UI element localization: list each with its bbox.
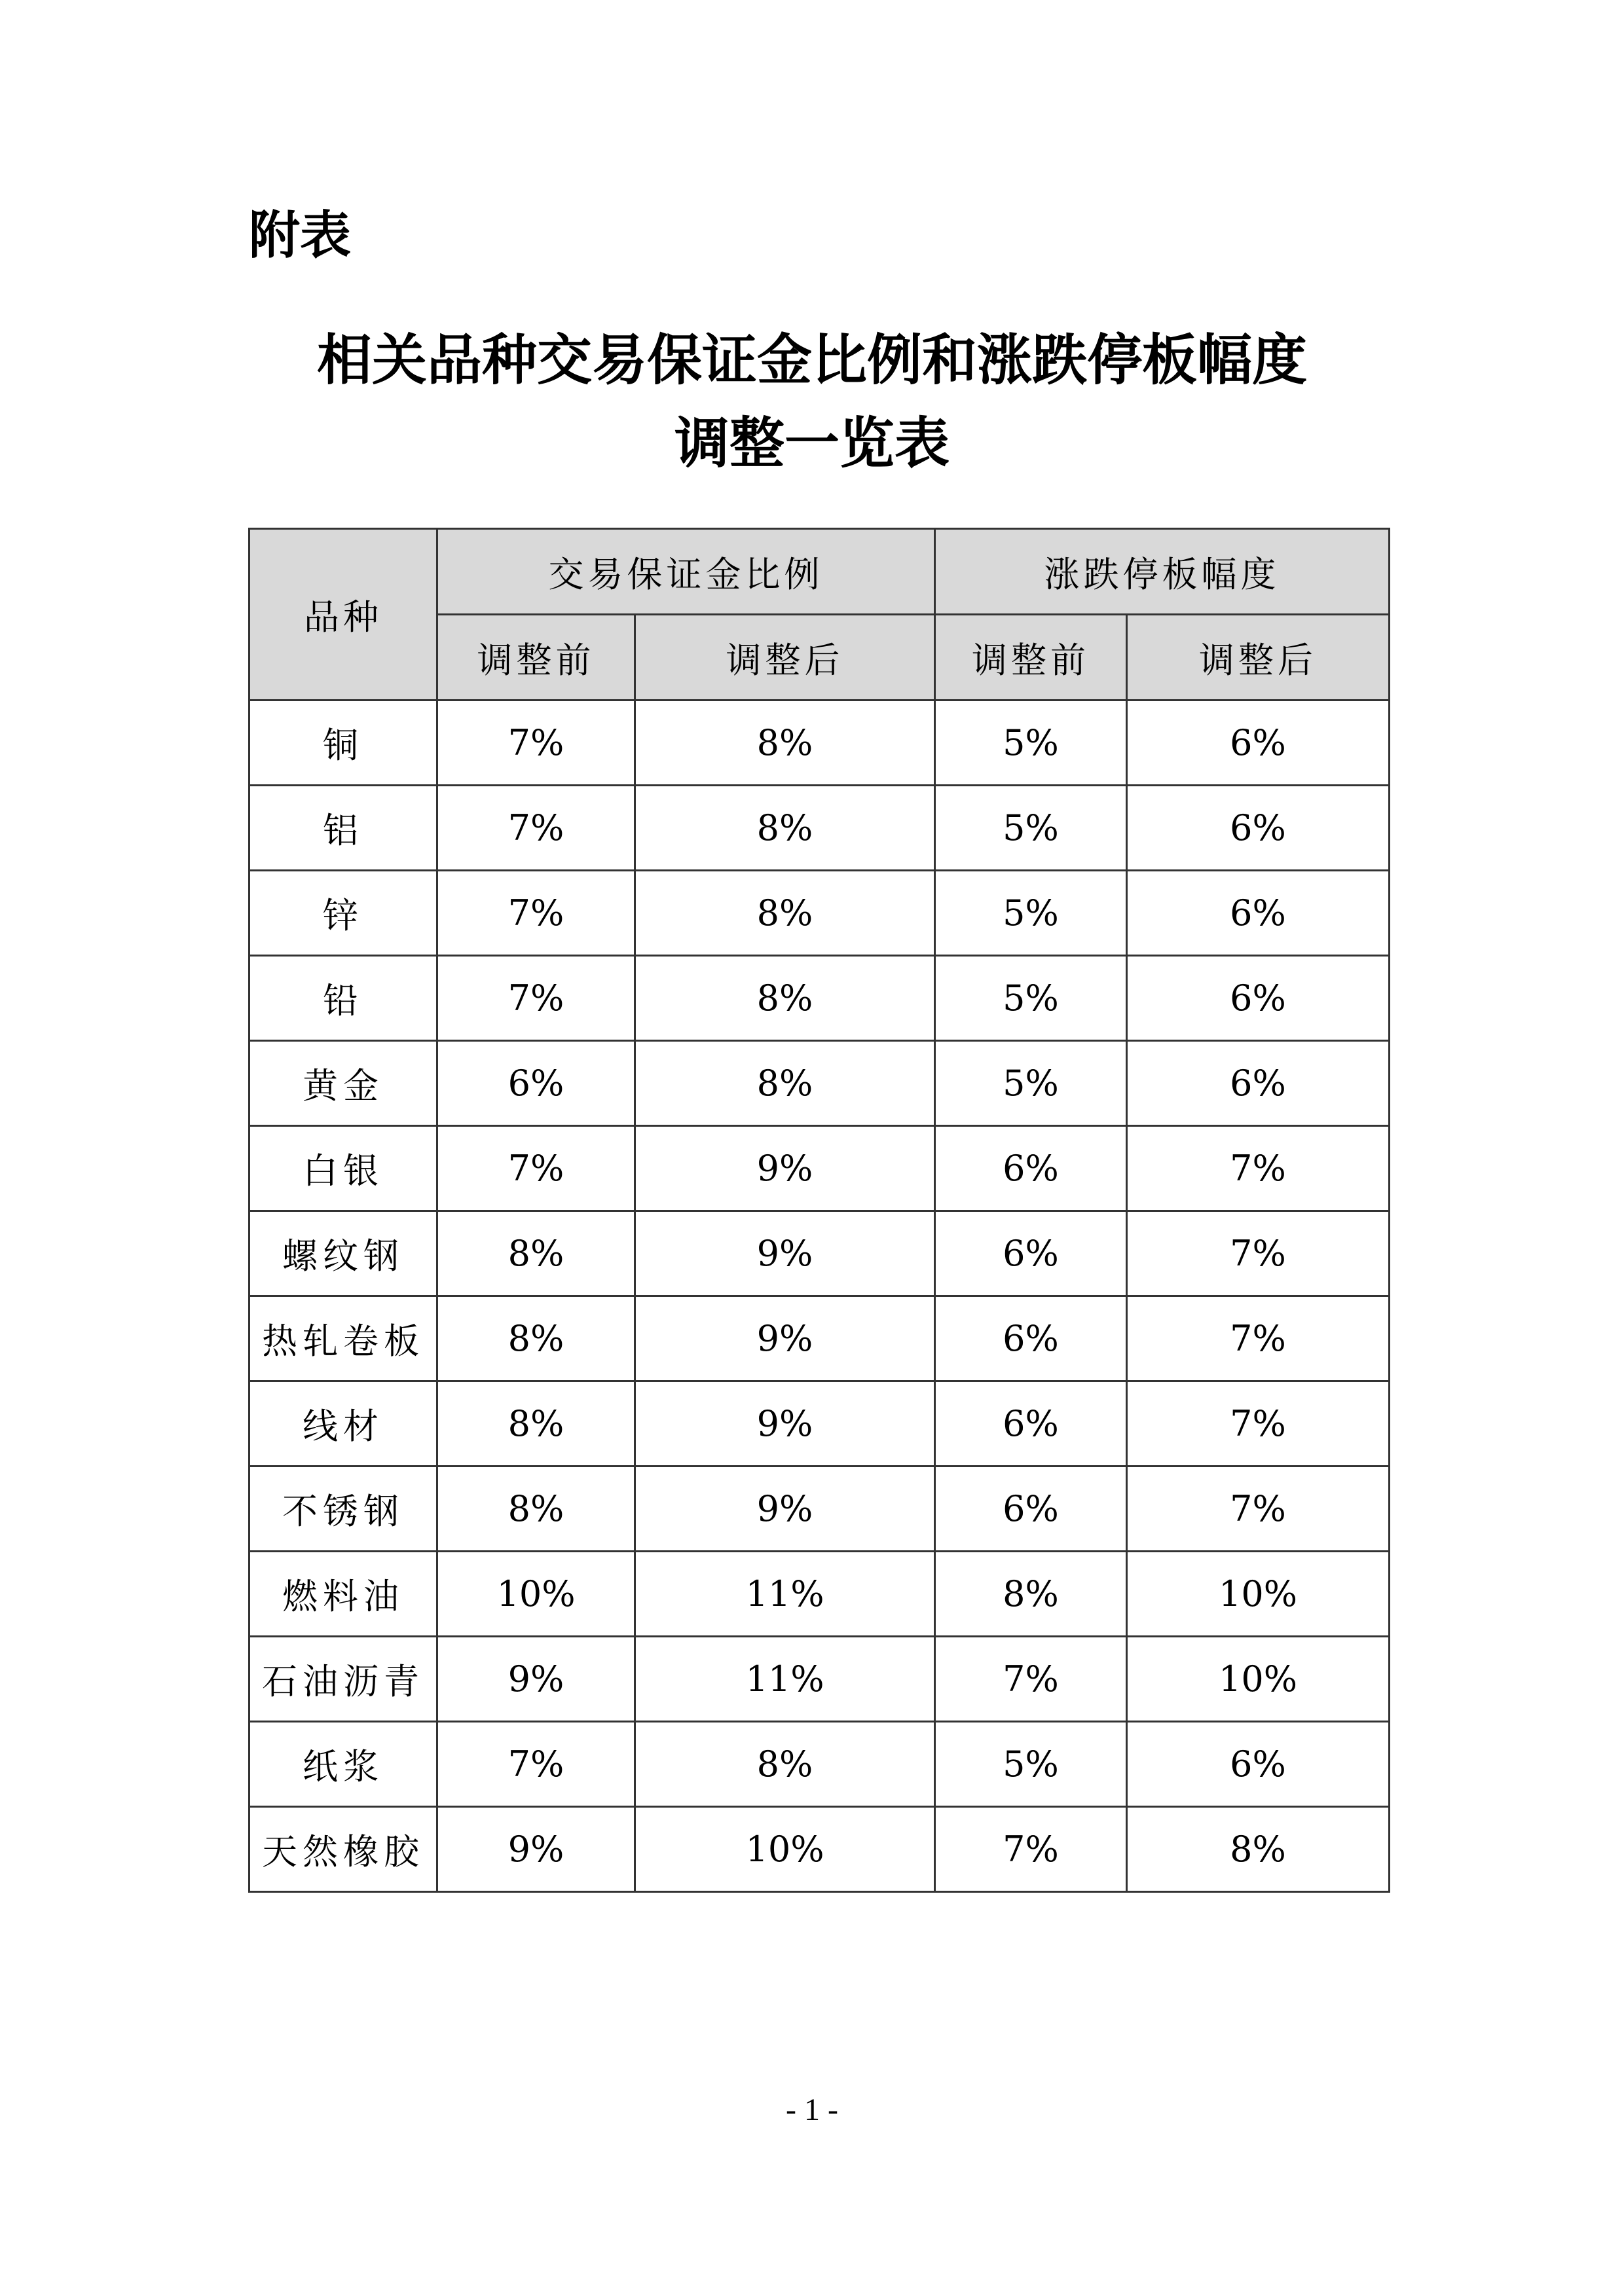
margin-before-cell: 7% [437, 786, 635, 871]
table-row [249, 956, 1390, 1041]
limit-after-cell: 7% [1127, 1381, 1390, 1467]
limit-after-cell: 7% [1127, 1211, 1390, 1296]
variety-cell: 白银 [249, 1126, 437, 1211]
header-margin-after: 调整后 [635, 615, 935, 701]
limit-before-cell: 5% [935, 956, 1127, 1041]
header-price-limit: 涨跌停板幅度 [935, 529, 1390, 615]
table-row [249, 1381, 1390, 1467]
header-row-1 [249, 529, 1390, 615]
margin-after-cell: 9% [635, 1211, 935, 1296]
variety-cell: 燃料油 [249, 1552, 437, 1637]
margin-after-cell: 8% [635, 701, 935, 786]
limit-before-cell: 6% [935, 1126, 1127, 1211]
margin-after-cell: 8% [635, 871, 935, 956]
table-row [249, 1722, 1390, 1807]
margin-before-cell: 7% [437, 1722, 635, 1807]
variety-cell: 螺纹钢 [249, 1211, 437, 1296]
header-margin-ratio: 交易保证金比例 [437, 529, 935, 615]
variety-cell: 天然橡胶 [249, 1807, 437, 1892]
limit-after-cell: 7% [1127, 1467, 1390, 1552]
limit-after-cell: 10% [1127, 1637, 1390, 1722]
adjustment-table [248, 528, 1390, 1893]
document-title-line-2: 调整一览表 [674, 411, 950, 475]
limit-before-cell: 6% [935, 1211, 1127, 1296]
margin-before-cell: 8% [437, 1467, 635, 1552]
margin-after-cell: 9% [635, 1126, 935, 1211]
table-row [249, 1637, 1390, 1722]
table-row [249, 701, 1390, 786]
margin-after-cell: 8% [635, 956, 935, 1041]
margin-before-cell: 7% [437, 1126, 635, 1211]
variety-cell: 黄金 [249, 1041, 437, 1126]
document-title-line-1: 相关品种交易保证金比例和涨跌停板幅度 [316, 328, 1307, 392]
margin-before-cell: 8% [437, 1296, 635, 1381]
margin-after-cell: 8% [635, 1722, 935, 1807]
limit-after-cell: 6% [1127, 701, 1390, 786]
table-row [249, 871, 1390, 956]
margin-before-cell: 8% [437, 1381, 635, 1467]
table-row [249, 786, 1390, 871]
table-row [249, 1126, 1390, 1211]
limit-before-cell: 5% [935, 701, 1127, 786]
margin-before-cell: 9% [437, 1807, 635, 1892]
margin-after-cell: 9% [635, 1381, 935, 1467]
table-header [249, 529, 1390, 701]
limit-before-cell: 7% [935, 1807, 1127, 1892]
limit-before-cell: 8% [935, 1552, 1127, 1637]
margin-before-cell: 7% [437, 871, 635, 956]
variety-cell: 热轧卷板 [249, 1296, 437, 1381]
variety-cell: 石油沥青 [249, 1637, 437, 1722]
limit-after-cell: 10% [1127, 1552, 1390, 1637]
margin-after-cell: 8% [635, 786, 935, 871]
margin-after-cell: 11% [635, 1552, 935, 1637]
margin-after-cell: 9% [635, 1467, 935, 1552]
limit-before-cell: 5% [935, 871, 1127, 956]
header-margin-before: 调整前 [437, 615, 635, 701]
limit-after-cell: 6% [1127, 786, 1390, 871]
header-variety: 品种 [249, 529, 437, 701]
limit-after-cell: 6% [1127, 1041, 1390, 1126]
limit-before-cell: 5% [935, 786, 1127, 871]
variety-cell: 锌 [249, 871, 437, 956]
limit-after-cell: 7% [1127, 1296, 1390, 1381]
margin-before-cell: 10% [437, 1552, 635, 1637]
limit-after-cell: 8% [1127, 1807, 1390, 1892]
table-row [249, 1041, 1390, 1126]
limit-before-cell: 6% [935, 1467, 1127, 1552]
margin-before-cell: 7% [437, 701, 635, 786]
appendix-label: 附表 [249, 206, 352, 265]
limit-after-cell: 6% [1127, 1722, 1390, 1807]
page-number: - 1 - [786, 2092, 838, 2127]
variety-cell: 纸浆 [249, 1722, 437, 1807]
limit-before-cell: 6% [935, 1381, 1127, 1467]
margin-after-cell: 9% [635, 1296, 935, 1381]
variety-cell: 铅 [249, 956, 437, 1041]
variety-cell: 不锈钢 [249, 1467, 437, 1552]
table-row [249, 1552, 1390, 1637]
margin-before-cell: 6% [437, 1041, 635, 1126]
header-limit-after: 调整后 [1127, 615, 1390, 701]
table-row [249, 1211, 1390, 1296]
limit-after-cell: 7% [1127, 1126, 1390, 1211]
margin-before-cell: 8% [437, 1211, 635, 1296]
margin-after-cell: 10% [635, 1807, 935, 1892]
limit-before-cell: 5% [935, 1722, 1127, 1807]
margin-after-cell: 11% [635, 1637, 935, 1722]
margin-before-cell: 9% [437, 1637, 635, 1722]
table-row [249, 1296, 1390, 1381]
variety-cell: 铝 [249, 786, 437, 871]
limit-before-cell: 5% [935, 1041, 1127, 1126]
limit-after-cell: 6% [1127, 871, 1390, 956]
table-body [249, 701, 1390, 1892]
limit-before-cell: 6% [935, 1296, 1127, 1381]
variety-cell: 铜 [249, 701, 437, 786]
variety-cell: 线材 [249, 1381, 437, 1467]
margin-after-cell: 8% [635, 1041, 935, 1126]
margin-before-cell: 7% [437, 956, 635, 1041]
limit-after-cell: 6% [1127, 956, 1390, 1041]
header-limit-before: 调整前 [935, 615, 1127, 701]
table-row [249, 1467, 1390, 1552]
limit-before-cell: 7% [935, 1637, 1127, 1722]
table-row [249, 1807, 1390, 1892]
